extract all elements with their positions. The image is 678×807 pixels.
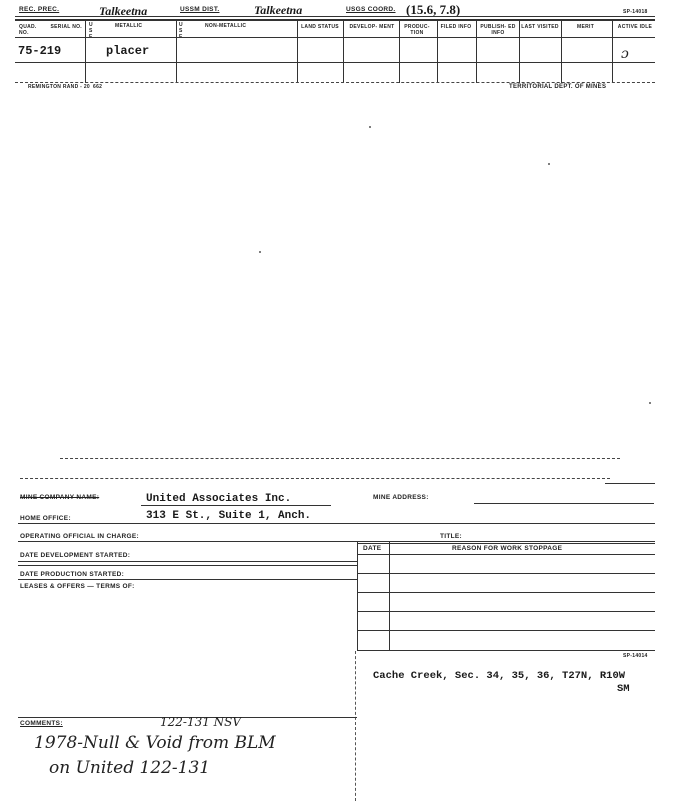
top-col-divider — [612, 19, 613, 83]
mine-company-value: United Associates Inc. — [146, 493, 292, 505]
footer-code: 662 — [93, 84, 103, 90]
top-col-divider — [343, 19, 344, 83]
home-office-value: 313 E St., Suite 1, Anch. — [146, 510, 312, 522]
stoppage-row-line — [357, 554, 655, 555]
stoppage-row-line — [357, 573, 655, 574]
stoppage-row-line — [357, 650, 655, 651]
location-line-1: Cache Creek, Sec. 34, 35, 36, T27N, R10W — [373, 670, 626, 682]
bottom-card-line — [60, 458, 620, 459]
top-col-divider — [476, 19, 477, 83]
comments-label: COMMENTS: — [20, 720, 63, 727]
col-last-visited: LAST VISITED — [521, 24, 559, 30]
handwritten-note-1: 122-131 NSV — [160, 715, 242, 729]
top-card-line — [15, 62, 655, 63]
mine-address-label: MINE ADDRESS: — [373, 494, 429, 501]
bottom-card-line — [141, 505, 331, 506]
usgs-coord-label: USGS COORD. — [346, 6, 396, 13]
usgs-coord-value: (15.6, 7.8) — [406, 2, 461, 17]
quad-serial-value: 75-219 — [18, 44, 62, 58]
rec-prec-value: Talkeetna — [99, 4, 148, 18]
col-quad-no: QUAD. NO. — [19, 24, 37, 36]
leases-label: LEASES & OFFERS — TERMS OF: — [20, 583, 135, 590]
date-development-label: DATE DEVELOPMENT STARTED: — [20, 552, 131, 559]
stoppage-row-line — [357, 592, 655, 593]
rec-prec-label: REC. PREC. — [19, 6, 60, 13]
top-card-line — [15, 37, 655, 38]
top-col-divider — [297, 19, 298, 83]
handwritten-note-2: 1978-Null & Void from BLM — [34, 733, 276, 753]
stoppage-divider — [357, 541, 358, 651]
col-non-metallic: NON-METALLIC — [205, 23, 247, 29]
col-metallic: METALLIC — [115, 23, 143, 29]
card-divider — [355, 651, 356, 801]
date-production-label: DATE PRODUCTION STARTED: — [20, 571, 125, 578]
top-col-divider — [85, 19, 86, 83]
top-col-divider — [519, 19, 520, 83]
handwritten-note-3: on United 122-131 — [49, 758, 211, 778]
bottom-card-line — [357, 543, 655, 544]
col-production: PRODUC- TION — [404, 24, 430, 36]
top-form-number: SP-14018 — [623, 9, 648, 15]
top-col-divider — [437, 19, 438, 83]
bottom-card-line — [18, 579, 357, 580]
scan-speck — [369, 126, 371, 128]
col-active-idle: ACTIVE IDLE — [617, 24, 653, 30]
bottom-card-line — [18, 561, 357, 562]
scan-speck — [259, 251, 261, 253]
bottom-card-line — [474, 503, 654, 504]
footer-left: REMINGTON RAND - 20 — [28, 84, 91, 90]
col-land-status: LAND STATUS — [301, 24, 339, 30]
ussm-dist-value: Talkeetna — [254, 3, 303, 17]
bottom-card-line — [605, 483, 655, 484]
top-card-line — [15, 16, 655, 17]
footer-right: TERRITORIAL DEPT. OF MINES — [509, 84, 607, 90]
top-col-divider — [561, 19, 562, 83]
ussm-dist-label: USSM DIST. — [180, 6, 220, 13]
col-use-mark-2: U S E — [179, 22, 183, 40]
col-use-mark: U S E — [89, 22, 93, 40]
top-card-line — [15, 82, 655, 83]
metallic-value: placer — [106, 44, 150, 58]
col-filed-info: FILED INFO — [440, 24, 472, 30]
col-development: DEVELOP- MENT — [349, 24, 395, 30]
top-col-divider — [176, 19, 177, 83]
operating-official-label: OPERATING OFFICIAL IN CHARGE: — [20, 533, 139, 540]
bottom-card-line — [18, 541, 655, 542]
stoppage-row-line — [357, 611, 655, 612]
reason-header: REASON FOR WORK STOPPAGE — [452, 545, 563, 552]
top-col-divider — [399, 19, 400, 83]
scan-speck — [548, 163, 550, 165]
top-card-line — [15, 19, 655, 21]
bottom-card-line — [18, 523, 655, 524]
active-idle-mark: ɔ — [621, 46, 629, 62]
bottom-card-line — [18, 565, 357, 566]
location-line-2: SM — [617, 683, 630, 695]
col-published-info: PUBLISH- ED INFO — [480, 24, 516, 36]
date-header: DATE — [363, 545, 382, 552]
stoppage-row-line — [357, 630, 655, 631]
title-label: TITLE: — [440, 533, 463, 540]
col-merit: MERIT — [577, 24, 595, 30]
stoppage-divider — [389, 541, 390, 651]
scan-speck — [649, 402, 651, 404]
home-office-label: HOME OFFICE: — [20, 515, 71, 522]
col-serial-no: SERIAL NO. — [50, 24, 82, 30]
bottom-form-number: SP-14014 — [623, 653, 648, 659]
mine-company-label: MINE COMPANY NAME: — [20, 494, 100, 501]
bottom-card-line — [20, 478, 610, 479]
